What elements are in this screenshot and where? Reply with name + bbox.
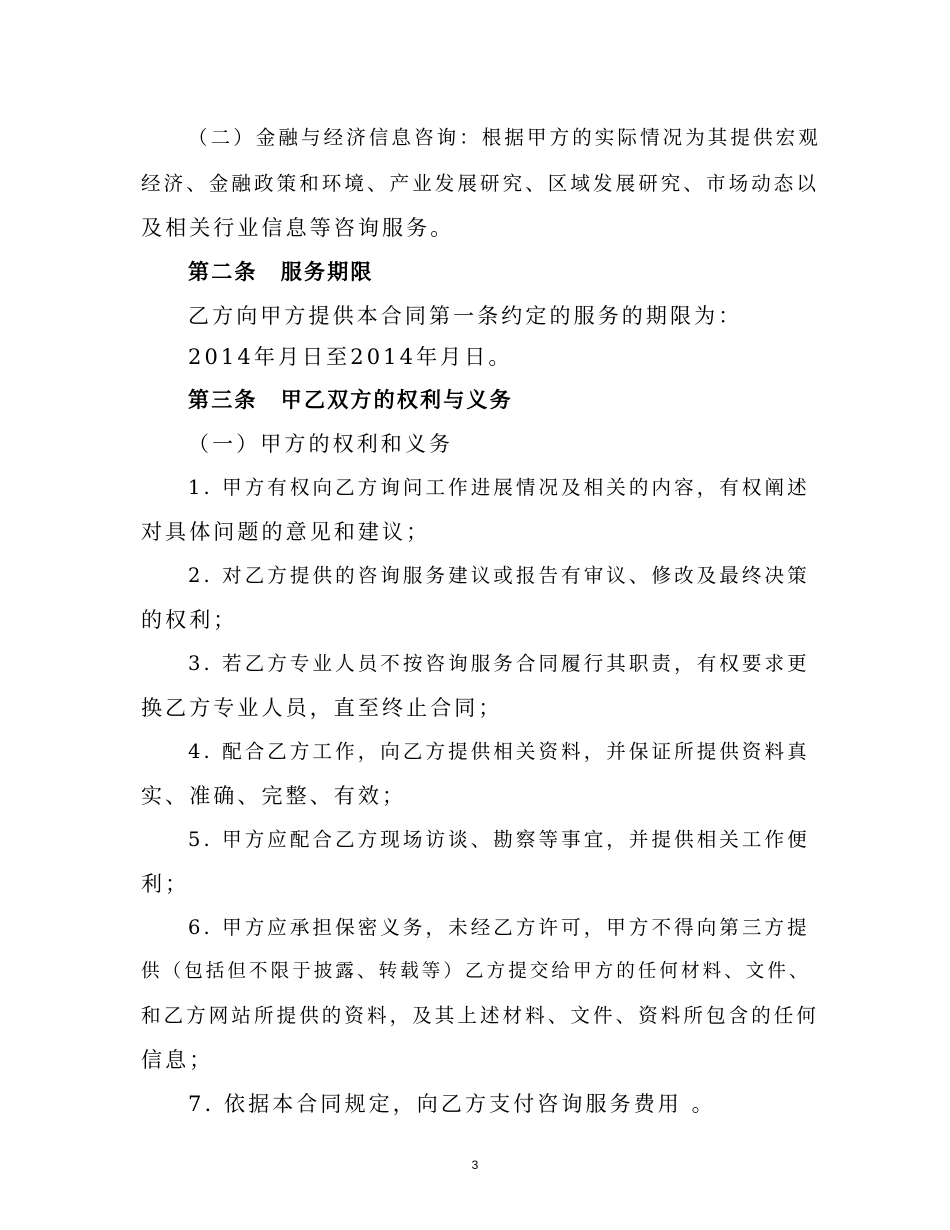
list-item-line: 7. 依据本合同规定，向乙方支付咨询服务费用 。	[188, 1092, 716, 1116]
paragraph-line: 经济、金融政策和环境、产业发展研究、区域发展研究、市场动态以	[141, 172, 820, 195]
list-item-line: 的权利；	[141, 608, 238, 632]
list-item-line: 4. 配合乙方工作，向乙方提供相关资料，并保证所提供资料真	[188, 740, 810, 763]
paragraph-line: 及相关行业信息等咨询服务。	[141, 216, 455, 240]
paragraph-line: 2014年月日至2014年月日。	[188, 345, 513, 369]
paragraph-line: （二）金融与经济信息咨询：根据甲方的实际情况为其提供宏观	[188, 126, 821, 149]
list-item-line: 实、准确、完整、有效；	[141, 784, 407, 808]
list-item-line: 供（包括但不限于披露、转载等）乙方提交给甲方的任何材料、文件、	[141, 961, 811, 982]
list-item-line: 对具体问题的意见和建议；	[141, 520, 431, 544]
list-item-line: 和乙方网站所提供的资料，及其上述材料、文件、资料所包含的任何	[141, 1004, 820, 1027]
subsection-heading: （一）甲方的权利和义务	[188, 432, 454, 456]
paragraph-line: 乙方向甲方提供本合同第一条约定的服务的期限为：	[188, 304, 743, 328]
section-heading: 第三条 甲乙双方的权利与义务	[188, 387, 513, 412]
list-item-line: 换乙方专业人员，直至终止合同；	[141, 696, 503, 720]
list-item-line: 6. 甲方应承担保密义务，未经乙方许可，甲方不得向第三方提	[188, 916, 810, 939]
list-item-line: 1. 甲方有权向乙方询问工作进展情况及相关的内容，有权阐述	[188, 476, 810, 499]
list-item-line: 利；	[141, 872, 190, 896]
list-item-line: 3. 若乙方专业人员不按咨询服务合同履行其职责，有权要求更	[188, 652, 810, 675]
page-number: 3	[471, 1158, 479, 1172]
list-item-line: 5. 甲方应配合乙方现场访谈、勘察等事宜，并提供相关工作便	[188, 828, 810, 851]
list-item-line: 2. 对乙方提供的咨询服务建议或报告有审议、修改及最终决策	[188, 564, 810, 587]
section-heading: 第二条 服务期限	[188, 259, 374, 284]
list-item-line: 信息；	[141, 1048, 214, 1072]
